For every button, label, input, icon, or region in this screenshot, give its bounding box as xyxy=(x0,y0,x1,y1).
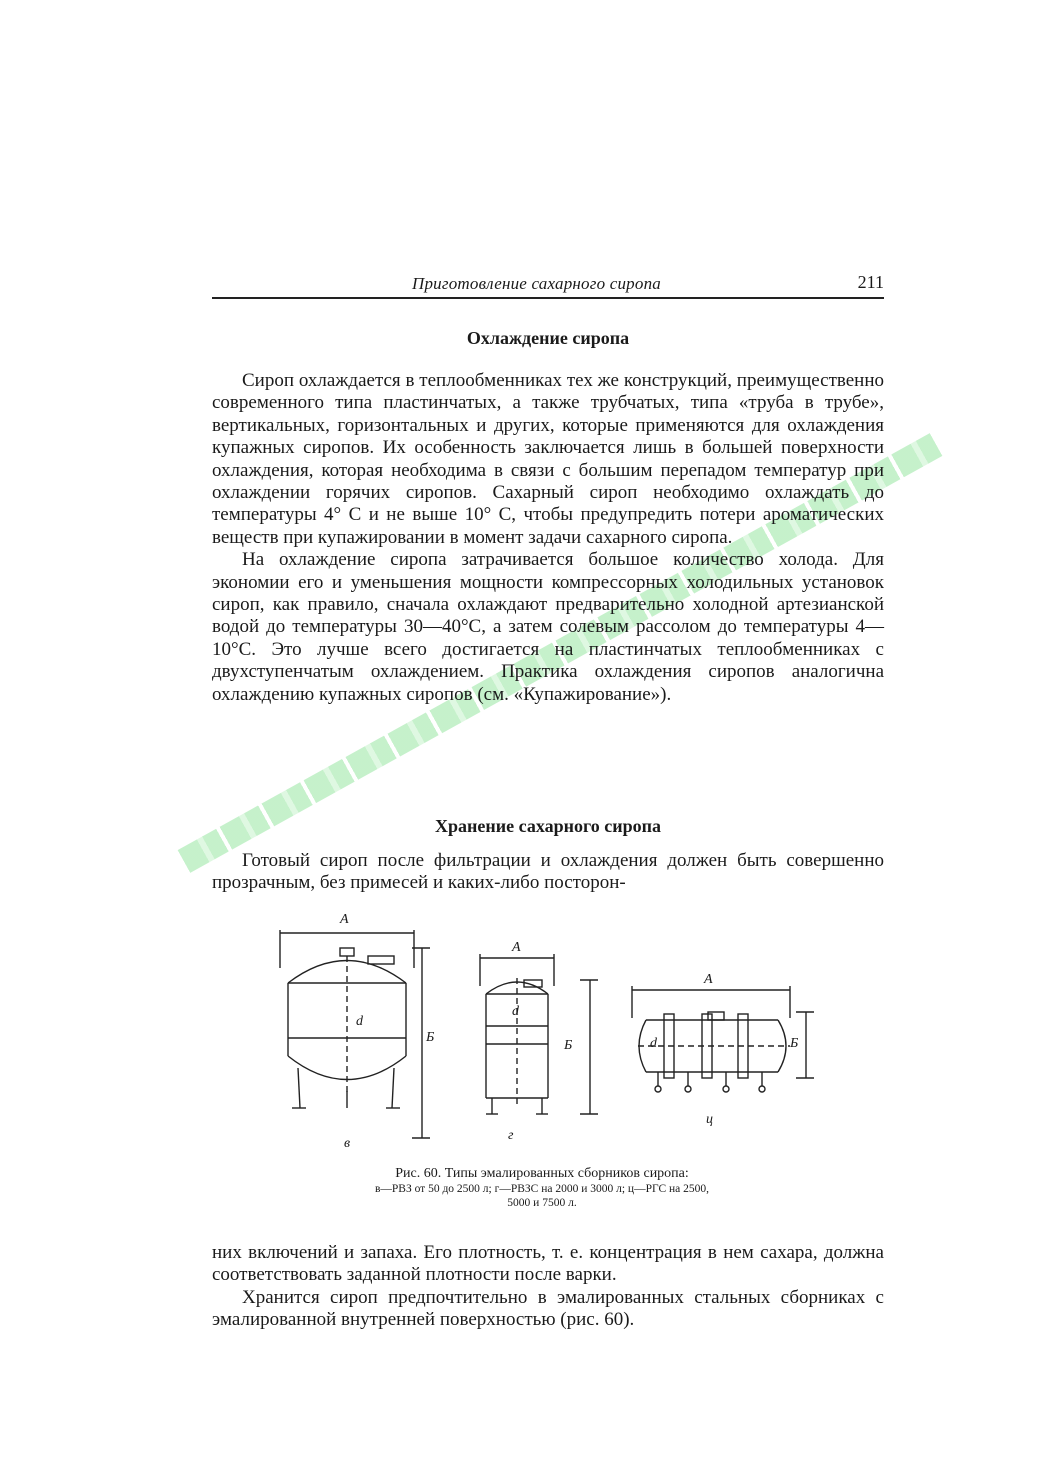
tank2-label-d: d xyxy=(512,1004,519,1019)
tank3-label-b: Б xyxy=(790,1036,799,1051)
caption-title: Рис. 60. Типы эмалированных сборников сиропа: xyxy=(395,1166,689,1181)
section-body-storage xyxy=(212,850,884,895)
continuation-body xyxy=(212,1242,884,1332)
paragraph: Готовый сироп после фильтрации и охлаждения должен быть совершенно прозрачным, без примесей и каких-либо посторон- xyxy=(212,850,884,894)
tank2-label-b: Б xyxy=(564,1038,573,1053)
paragraph: Хранится сироп предпочтительно в эмалированных стальных сборниках с эмалированной внутренней поверхностью (рис. 60). xyxy=(212,1286,884,1331)
tank-rgs-drawing xyxy=(632,986,814,1092)
tank3-label-a: А xyxy=(704,972,713,987)
tank-rvzs-drawing xyxy=(480,954,598,1114)
tank1-label-a: А xyxy=(340,912,349,927)
tank3-letter: ц xyxy=(706,1112,713,1127)
running-title: Приготовление сахарного сиропа xyxy=(412,274,661,293)
section-heading-storage: Хранение сахарного сиропа xyxy=(435,816,661,836)
paragraph: На охлаждение сиропа затрачивается большое количество холода. Для экономии его и уменьшения мощности компрессорных холодильных установок сироп, как правило, сначала охлаждают предварительно холодной артезианской водой до температуры 30—40°С, а затем солевым рассолом до температуры 4—10°С. Это лучше всего достигается на пластинчатых теплообменниках с двухступенчатым охлаждением. Практика охлаждения сиропов аналогична охлаждению купажных сиропов (см. «Купажирование»). xyxy=(212,549,884,705)
running-head xyxy=(212,270,884,298)
tank1-label-b: Б xyxy=(426,1030,435,1045)
figure-60 xyxy=(262,908,822,1156)
caption-line: в—РВЗ от 50 до 2500 л; г—РВЗС на 2000 и 3000 л; ц—РГС на 2500, xyxy=(374,1183,710,1195)
section-body-cooling xyxy=(212,370,884,706)
tank2-label-a: А xyxy=(512,940,521,955)
tank-drawings xyxy=(262,908,822,1156)
tank1-letter: в xyxy=(344,1136,351,1151)
figure-caption xyxy=(262,1166,822,1210)
tank1-label-d: d xyxy=(356,1014,363,1029)
tank-rvz-drawing xyxy=(280,930,430,1138)
page-number: 211 xyxy=(857,272,884,292)
paragraph: них включений и запаха. Его плотность, т. е. концентрация в нем сахара, должна соответствовать заданной плотности после варки. xyxy=(212,1242,884,1286)
tank3-label-d: d xyxy=(650,1036,657,1051)
tank2-letter: г xyxy=(508,1128,514,1143)
section-heading-cooling: Охлаждение сиропа xyxy=(466,328,630,348)
paragraph: Сироп охлаждается в теплообменниках тех же конструкций, преимущественно современного типа пластинчатых, а также трубчатых, типа «труба в трубе», вертикальных, горизонтальных и других, которые применяются для охлаждения купажных сиропов. Их особенность заключается лишь в большей поверхности охлаждения, которая необходима в связи с большим перепадом температур при охлаждении горячих сиропов. Сахарный сироп необходимо охлаждать до температуры 4° С и не выше 10° С, чтобы предупредить потери ароматических веществ при купажировании в момент задачи сахарного сиропа. xyxy=(212,370,884,548)
caption-line: 5000 и 7500 л. xyxy=(507,1197,577,1209)
header-rule xyxy=(212,297,884,299)
